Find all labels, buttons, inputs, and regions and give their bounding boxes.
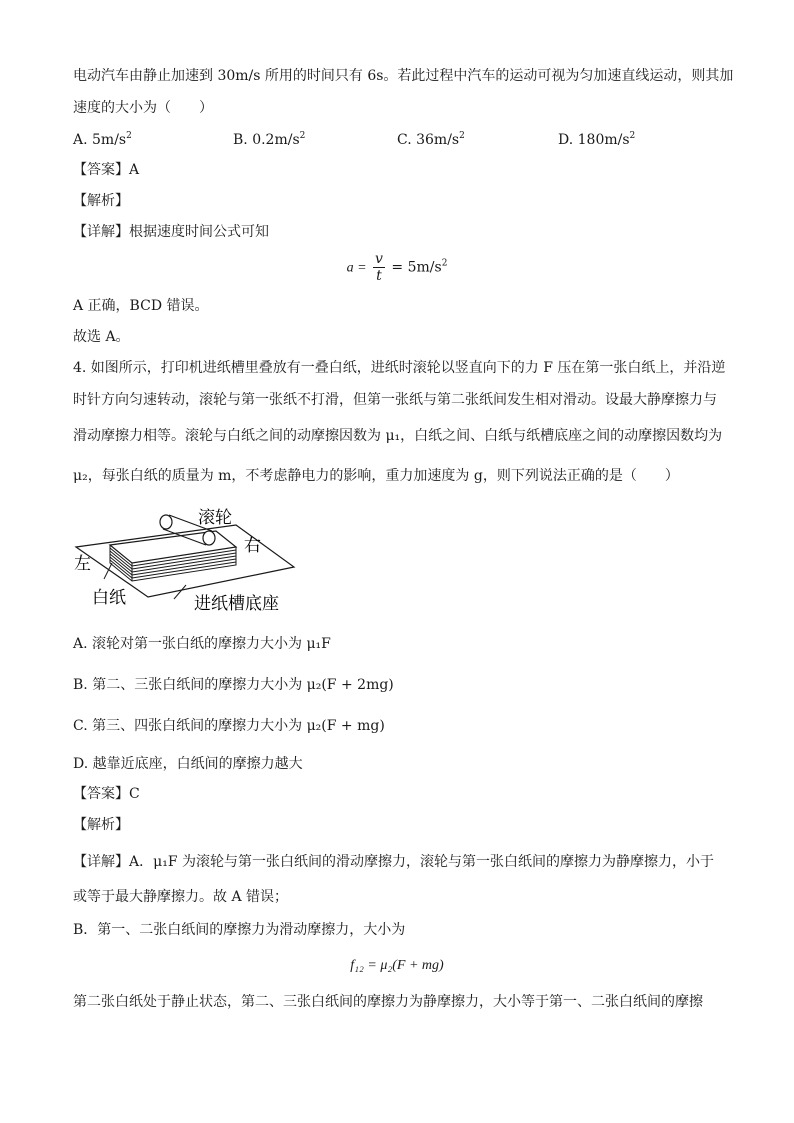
q4-detail-line4: 第二张白纸处于静止状态，第二、三张白纸间的摩擦力为静摩擦力，大小等于第一、二张白纸间的摩擦 [73, 994, 703, 1010]
base-pointer [174, 585, 186, 599]
paper-top [110, 531, 236, 563]
q3-stem-line1: 电动汽车由静止加速到 30m/s 所用的时间只有 6s。若此过程中汽车的运动可视为匀加速直线运动，则其加 [73, 68, 734, 84]
label-roller: 滚轮 [198, 508, 232, 528]
q3-choose: 故选 A。 [73, 329, 130, 345]
q4-option-b: B. 第二、三张白纸间的摩擦力大小为 μ₂(F + 2mg) [73, 677, 394, 693]
label-left: 左 [74, 554, 91, 574]
q4-option-d: D. 越靠近底座，白纸间的摩擦力越大 [73, 756, 303, 772]
label-base: 进纸槽底座 [194, 594, 279, 614]
q4-stem-line4: μ₂，每张白纸的质量为 m，不考虑静电力的影响，重力加速度为 g，则下列说法正确的是（ ） [73, 468, 679, 484]
q4-formula: f₁₂ = μ₂(F + mg) [350, 958, 444, 973]
q4-analysis: 【解析】 [73, 817, 129, 833]
q3-conclusion: A 正确，BCD 错误。 [73, 298, 209, 314]
q3-option-a: A. $5m/s^2$ [73, 131, 132, 148]
q4-stem-line1: 4. 如图所示，打印机进纸槽里叠放有一叠白纸，进纸时滚轮以竖直向下的力 F 压在第一张白纸上，并沿逆 [73, 360, 726, 376]
label-right: 右 [244, 536, 261, 556]
printer-tray-figure [66, 505, 306, 615]
q3-analysis: 【解析】 [73, 193, 129, 209]
q4-detail-line3: B．第一、二张白纸间的摩擦力为滑动摩擦力，大小为 [73, 922, 406, 938]
label-paper: 白纸 [92, 588, 126, 608]
q3-detail: 【详解】根据速度时间公式可知 [73, 224, 269, 240]
q3-option-c: C. $36m/s^2$ [397, 131, 465, 148]
q3-formula: a = $\frac{v}{t}$ = $5m/s^2$ [346, 251, 448, 284]
q3-option-d: D. $180m/s^2$ [558, 131, 636, 148]
q4-stem-line2: 时针方向匀速转动，滚轮与第一张纸不打滑，但第一张纸与第二张纸间发生相对滑动。设最大静摩擦力与 [73, 392, 717, 408]
q4-detail-line2: 或等于最大静摩擦力。故 A 错误； [73, 889, 289, 905]
q4-detail-line1: 【详解】A．μ₁F 为滚轮与第一张白纸间的滑动摩擦力，滚轮与第一张白纸间的摩擦力为静摩擦力，小于 [73, 854, 714, 870]
q3-stem-line2: 速度的大小为（ ） [73, 100, 213, 116]
q3-option-b: B. $0.2m/s^2$ [233, 131, 306, 148]
q3-answer: 【答案】A [73, 162, 140, 178]
q4-option-c: C. 第三、四张白纸间的摩擦力大小为 μ₂(F + mg) [73, 718, 385, 734]
q4-option-a: A. 滚轮对第一张白纸的摩擦力大小为 μ₁F [73, 636, 331, 652]
q4-stem-line3: 滑动摩擦力相等。滚轮与白纸之间的动摩擦因数为 μ₁，白纸之间、白纸与纸槽底座之间的动摩擦因数均为 [73, 428, 723, 444]
q4-answer: 【答案】C [73, 786, 140, 802]
